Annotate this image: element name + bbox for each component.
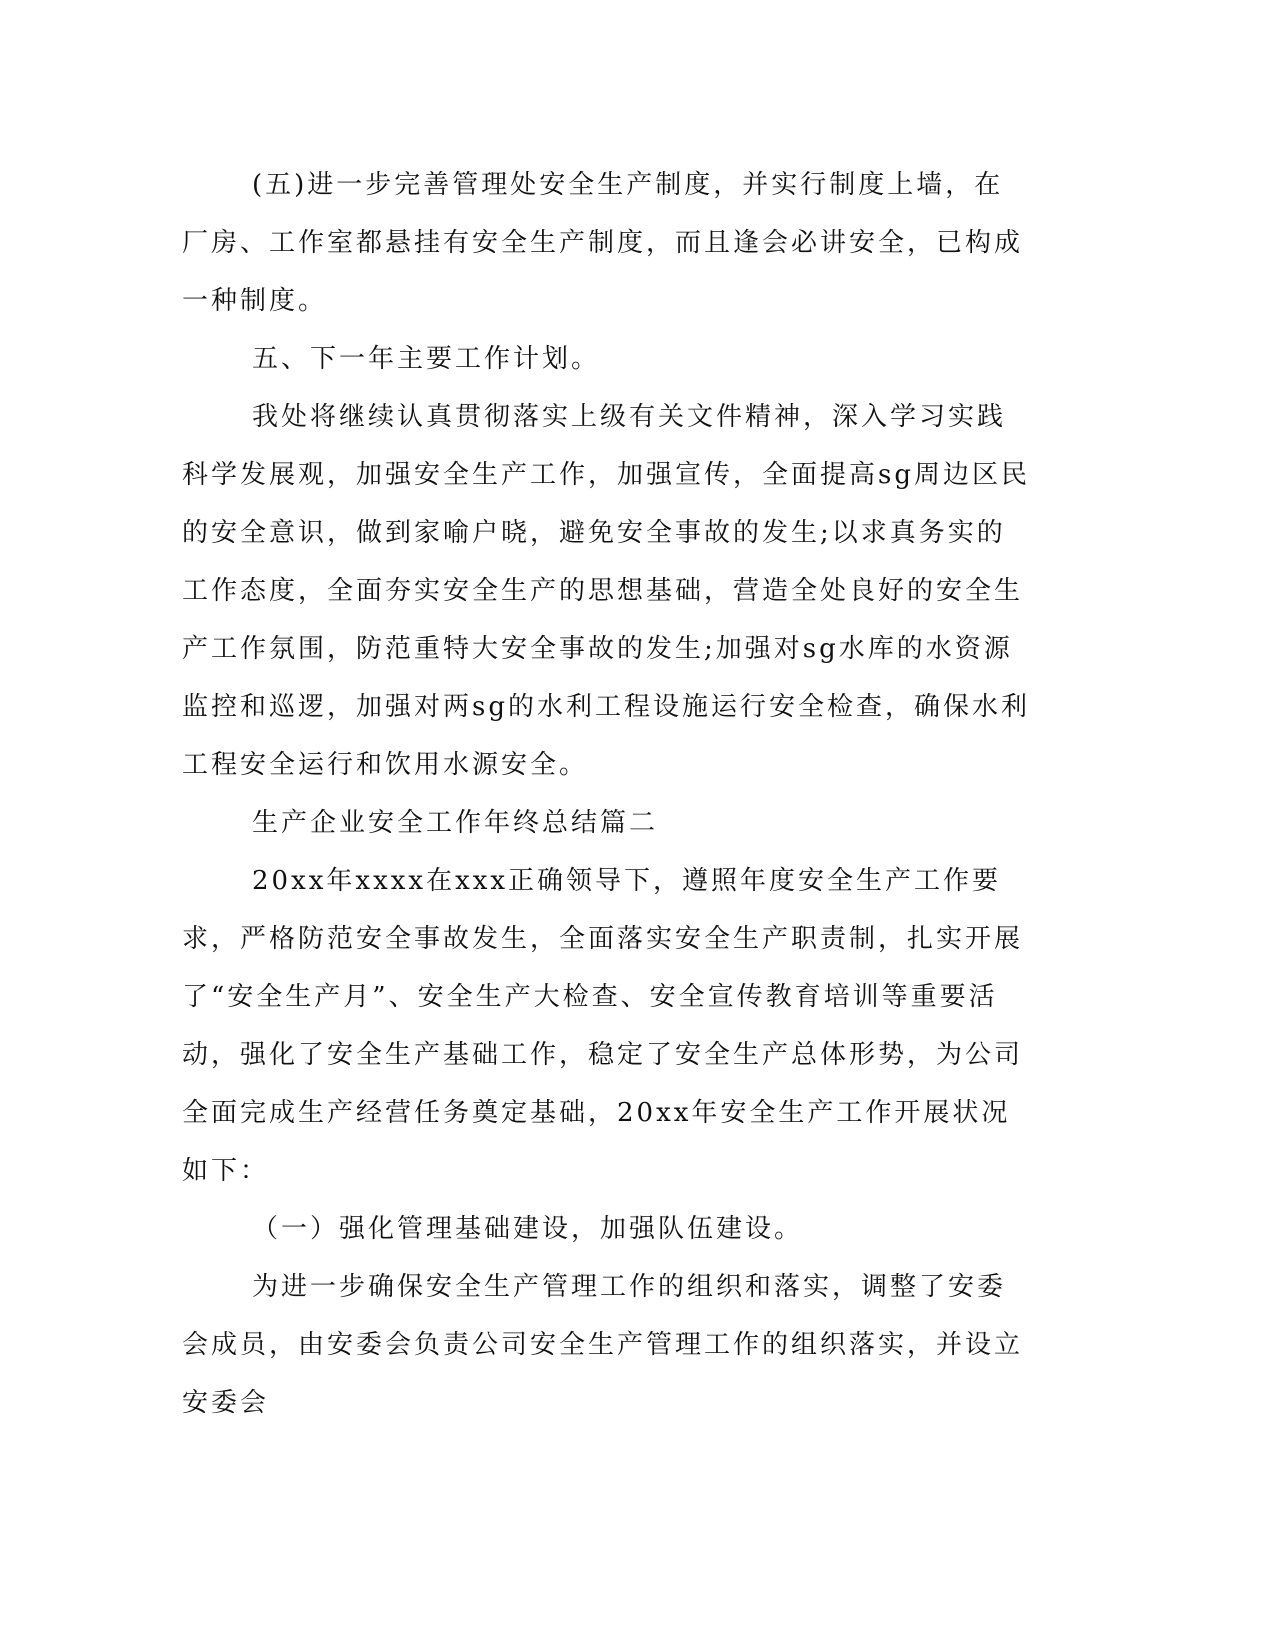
document-body <box>182 156 1032 1432</box>
paragraph-annual-summary: 20xx年xxxx在xxx正确领导下，遵照年度安全生产工作要求，严格防范安全事故发生，全面落实安全生产职责制，扎实开展了“安全生产月”、安全生产大检查、安全宣传教育培训等重要活动，强化了安全生产基础工作，稳定了安全生产总体形势，为公司全面完成生产经营任务奠定基础，20xx年安全生产工作开展状况如下： <box>182 866 1024 1186</box>
paragraph-work-plan: 我处将继续认真贯彻落实上级有关文件精神，深入学习实践科学发展观，加强安全生产工作，加强宣传，全面提高sg周边区民的安全意识，做到家喻户晓，避免安全事故的发生;以求真务实的工作态度，全面夯实安全生产的思想基础，营造全处良好的安全生产工作氛围，防范重特大安全事故的发生;加强对sg水库的水资源监控和巡逻，加强对两sg的水利工程设施运行安全检查，确保水利工程安全运行和饮用水源安全。 <box>182 402 1030 780</box>
heading-article-two: 生产企业安全工作年终总结篇二 <box>252 808 659 838</box>
paragraph-safety-system: (五)进一步完善管理处安全生产制度，并实行制度上墙，在厂房、工作室都悬挂有安全生产制度，而且逢会必讲安全，已构成一种制度。 <box>182 170 1024 316</box>
heading-management-foundation: （一）强化管理基础建设，加强队伍建设。 <box>252 1214 804 1244</box>
paragraph-safety-committee: 为进一步确保安全生产管理工作的组织和落实，调整了安委会成员，由安委会负责公司安全生产管理工作的组织落实，并设立安委会 <box>182 1272 1024 1418</box>
heading-next-year-plan: 五、下一年主要工作计划。 <box>252 344 601 374</box>
